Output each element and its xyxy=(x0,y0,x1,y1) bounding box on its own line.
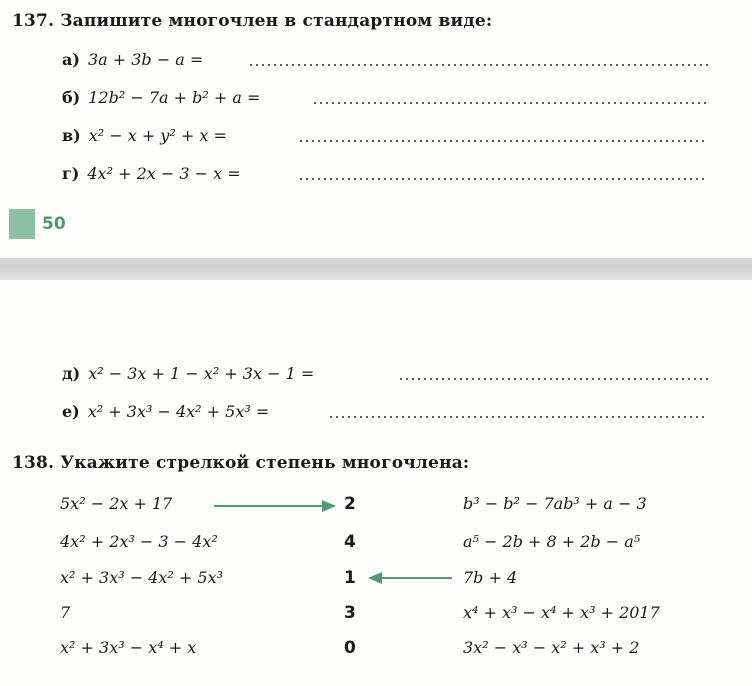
item-expression: x² − x + y² + x = xyxy=(88,126,227,145)
task-137-item-d xyxy=(62,364,314,383)
item-label: г) xyxy=(62,164,80,183)
task-137-item-e xyxy=(62,402,269,421)
right-polynomial[interactable]: b³ − b² − 7ab³ + a − 3 xyxy=(463,494,647,513)
item-label: в) xyxy=(62,126,81,145)
answer-line[interactable] xyxy=(248,64,708,66)
task-137-item-a xyxy=(62,50,203,69)
page-number-badge xyxy=(9,209,35,239)
left-polynomial[interactable]: x² + 3x³ − x⁴ + x xyxy=(60,638,197,657)
item-expression: 3a + 3b − a = xyxy=(87,50,204,69)
page-top xyxy=(0,0,752,258)
degree-value[interactable]: 4 xyxy=(344,532,356,552)
page-number: 50 xyxy=(42,214,66,234)
degree-value[interactable]: 3 xyxy=(344,603,356,623)
degree-value[interactable]: 1 xyxy=(344,568,356,588)
page-bottom xyxy=(0,280,752,686)
task-137-heading xyxy=(12,11,492,31)
right-polynomial[interactable]: a⁵ − 2b + 8 + 2b − a⁵ xyxy=(463,532,641,551)
answer-line[interactable] xyxy=(298,178,708,180)
answer-line[interactable] xyxy=(298,140,708,142)
degree-value[interactable]: 0 xyxy=(344,638,356,658)
left-polynomial[interactable]: 4x² + 2x³ − 3 − 4x² xyxy=(60,532,218,551)
task-137-item-v xyxy=(62,126,227,145)
task-137-title: Запишите многочлен в стандартном виде: xyxy=(60,11,493,31)
item-label: а) xyxy=(62,50,80,69)
item-label: д) xyxy=(62,364,81,383)
task-138-number: 138. xyxy=(12,453,55,473)
task-137-item-g xyxy=(62,164,241,183)
left-polynomial[interactable]: 5x² − 2x + 17 xyxy=(60,494,173,513)
answer-line[interactable] xyxy=(398,378,708,380)
right-polynomial[interactable]: 3x² − x³ − x² + x³ + 2 xyxy=(463,638,640,657)
item-label: е) xyxy=(62,402,80,421)
right-polynomial[interactable]: 7b + 4 xyxy=(463,568,518,587)
task-137-number: 137. xyxy=(12,11,55,31)
task-138-title: Укажите стрелкой степень многочлена: xyxy=(60,453,470,473)
item-expression: x² + 3x³ − 4x² + 5x³ = xyxy=(87,402,270,421)
page-gap xyxy=(0,258,752,280)
left-polynomial[interactable]: 7 xyxy=(60,603,71,622)
task-138-heading xyxy=(12,453,469,473)
answer-line[interactable] xyxy=(312,102,708,104)
item-expression: x² − 3x + 1 − x² + 3x − 1 = xyxy=(88,364,315,383)
task-137-item-b xyxy=(62,88,260,107)
degree-value[interactable]: 2 xyxy=(344,494,356,514)
left-polynomial[interactable]: x² + 3x³ − 4x² + 5x³ xyxy=(60,568,224,587)
item-expression: 4x² + 2x − 3 − x = xyxy=(87,164,241,183)
answer-line[interactable] xyxy=(328,416,708,418)
right-polynomial[interactable]: x⁴ + x³ − x⁴ + x³ + 2017 xyxy=(463,603,660,622)
item-label: б) xyxy=(62,88,81,107)
item-expression: 12b² − 7a + b² + a = xyxy=(88,88,261,107)
